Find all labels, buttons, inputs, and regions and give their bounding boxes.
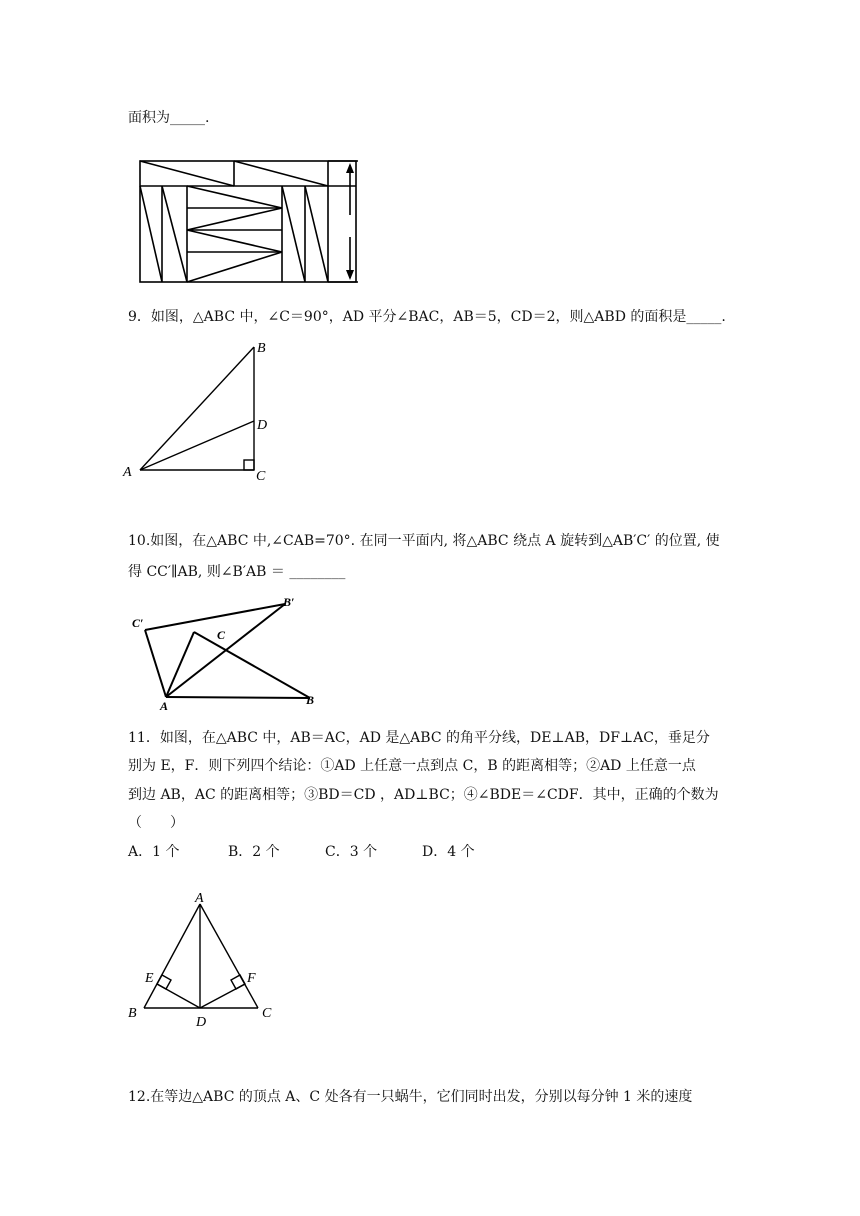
q9-label-C: C	[256, 469, 266, 484]
q11-option-a: A．1 个	[128, 844, 180, 860]
q11-option-c: C．3 个	[325, 844, 378, 860]
q11-option-b: B．2 个	[228, 844, 280, 860]
q11-isosceles-triangle-figure	[124, 888, 284, 1038]
q11-label-B: B	[128, 1006, 137, 1021]
q10-rotation-figure	[130, 592, 330, 712]
q12-line-1: 12.在等边△ABC 的顶点 A、C 处各有一只蜗牛，它们同时出发，分别以每分钟 1 米的速度	[128, 1089, 693, 1105]
q10-label-B: B	[306, 693, 315, 707]
area-question-tail: 面积为_____.	[128, 110, 210, 126]
q11-label-C: C	[262, 1006, 272, 1021]
q11-label-E: E	[145, 971, 154, 986]
q10-label-Cp: C′	[132, 616, 144, 630]
q9-right-triangle-figure	[118, 337, 278, 487]
q11-line-3: 到边 AB，AC 的距离相等；③BD＝CD ，AD⊥BC；④∠BDE＝∠CDF．其中，正确的个数为	[128, 787, 719, 803]
q9-label-B: B	[257, 341, 266, 356]
q11-line-1: 11．如图，在△ABC 中，AB＝AC，AD 是△ABC 的角平分线，DE⊥AB，DF⊥AC，垂足分	[128, 730, 710, 746]
q9-label-A: A	[123, 465, 132, 480]
q11-label-D: D	[196, 1015, 207, 1030]
q11-label-F: F	[247, 971, 256, 986]
q10-label-Bp: B′	[283, 595, 295, 609]
q10-line-2: 得 CC′∥AB, 则∠B′AB ＝ ________	[128, 564, 346, 580]
q11-line-4: （ ）	[128, 815, 184, 831]
q10-line-1: 10.如图，在△ABC 中,∠CAB=70°. 在同一平面内, 将△ABC 绕点 A 旋转到△AB′C′ 的位置, 使	[128, 533, 720, 549]
q10-label-A: A	[160, 699, 169, 712]
q11-line-2: 别为 E，F．则下列四个结论：①AD 上任意一点到点 C，B 的距离相等；②AD 上任意一点	[128, 758, 696, 774]
q10-label-C: C	[217, 628, 226, 642]
rectangle-strips-figure	[132, 155, 372, 290]
q11-label-A: A	[195, 891, 204, 906]
q11-option-d: D．4 个	[422, 844, 475, 860]
q9-label-D: D	[257, 418, 268, 433]
q9-text: 9．如图，△ABC 中，∠C＝90°，AD 平分∠BAC，AB＝5，CD＝2，则△ABD 的面积是_____.	[128, 309, 726, 325]
